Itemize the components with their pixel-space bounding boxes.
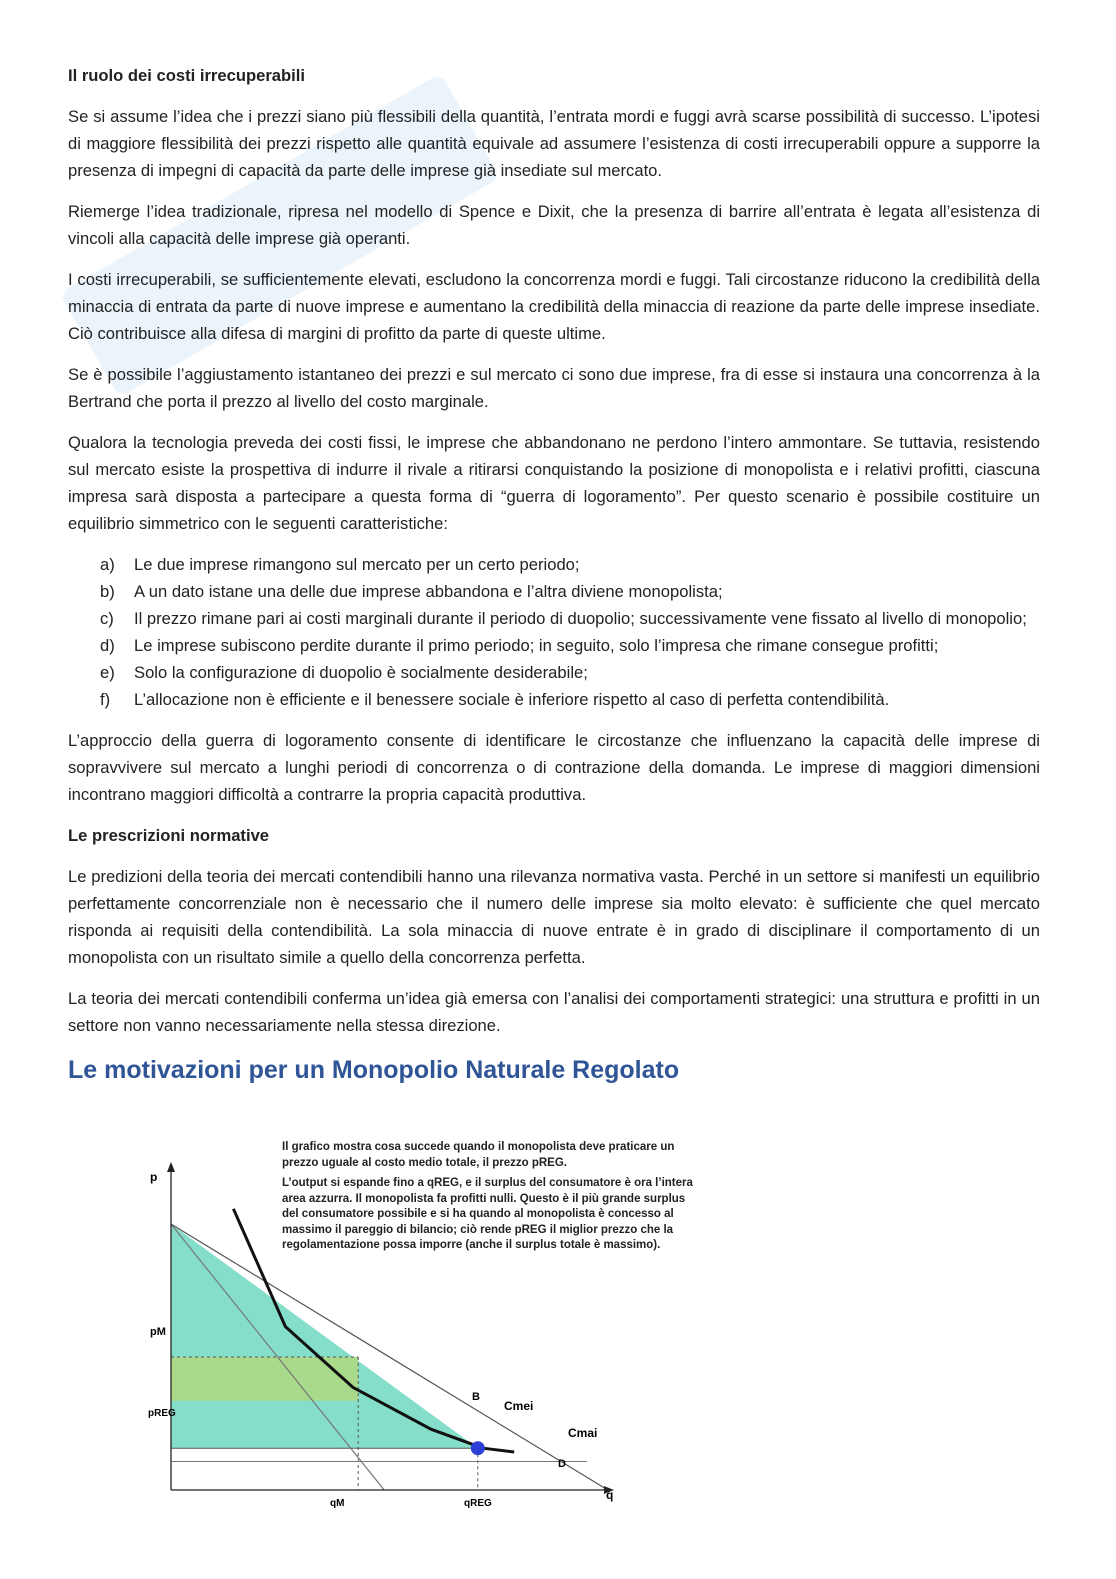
- paragraph: Se è possibile l’aggiustamento istantaneo dei prezzi e sul mercato ci sono due imprese, fra di esse si instaura una concorrenza à la Bertrand che porta il prezzo al livello del costo marginale.: [68, 365, 1040, 411]
- paragraph: La teoria dei mercati contendibili conferma un’idea già emersa con l’analisi dei comportamenti strategici: una struttura e profitti in un settore non vanno necessariamente nella stessa direzione.: [68, 989, 1040, 1035]
- paragraph: I costi irrecuperabili, se sufficientemente elevati, escludono la concorrenza mordi e fuggi. Tali circostanze riducono la credibilità della minaccia di entrata da parte di nuove imprese e aumentano la credibilità della minaccia di reazione da parte delle imprese insediate. Ciò contribuisce alla difesa di margini di profitto da parte di queste ultime.: [68, 270, 1040, 343]
- list-item: a) Le due imprese rimangono sul mercato per un certo periodo;: [100, 555, 580, 574]
- cmei-label: Cmei: [504, 1399, 534, 1413]
- section-heading-costi-irrecuperabili: Il ruolo dei costi irrecuperabili: [68, 66, 305, 85]
- tick-label-qreg: qREG: [464, 1498, 492, 1509]
- list-item: d) Le imprese subiscono perdite durante il primo periodo; in seguito, solo l’impresa che rimane consegue profitti;: [100, 636, 939, 655]
- list-item: e) Solo la configurazione di duopolio è socialmente desiderabile;: [100, 663, 588, 682]
- figure-note-2: L’output si espande fino a qREG, e il surplus del consumatore è ora l’intera area azzurra. Il monopolista fa profitti nulli. Questo è il più grande surplus del consumatore possibile e si ha quando al monopolista è concesso al massimo il pareggio di bilancio; ciò rende pREG il miglior prezzo che la regolamentazione possa imporre (anche il surplus totale è massimo).: [282, 1177, 693, 1251]
- cmai-label: Cmai: [568, 1426, 598, 1440]
- list-item: f) L’allocazione non è efficiente e il benessere sociale è inferiore rispetto al caso di perfetta contendibilità.: [100, 690, 890, 709]
- paragraph: Le predizioni della teoria dei mercati contendibili hanno una rilevanza normativa vasta. Perché in un settore si manifesti un equilibrio perfettamente concorrenziale non è necessario che il numero delle imprese sia molto elevato: è sufficiente che quel mercato risponda ai requisiti della contendibilità. La sola minaccia di nuove entrate è in grado di disciplinare il comportamento di un monopolista con un risultato simile a quello della concorrenza perfetta.: [68, 867, 1040, 967]
- list-item: b) A un dato istane una delle due imprese abbandona e l’altra diviene monopolista;: [100, 582, 723, 601]
- section-heading-prescrizioni: Le prescrizioni normative: [68, 826, 270, 845]
- figure-title: Le motivazioni per un Monopolio Naturale Regolato: [68, 1056, 680, 1084]
- characteristics-list: [68, 551, 1040, 713]
- monopoly-chart: [68, 1132, 688, 1512]
- paragraph: Riemerge l’idea tradizionale, ripresa nel modello di Spence e Dixit, che la presenza di barrire all’entrata è legata all’esistenza di vincoli alla capacità delle imprese già operanti.: [68, 202, 1040, 248]
- tick-label-qm: qM: [330, 1498, 345, 1509]
- tick-label-pm: pM: [150, 1326, 166, 1338]
- document-body: [68, 62, 1040, 1087]
- tick-label-preg: pREG: [148, 1408, 176, 1419]
- paragraph: L’approccio della guerra di logoramento consente di identificare le circostanze che influenzano la capacità delle imprese di sopravvivere sul mercato a lunghi periodi di concorrenza o di contrazione della domanda. Le imprese di maggiori dimensioni incontrano maggiori difficoltà a contrarre la propria capacità produttiva.: [68, 731, 1040, 804]
- profit-area: [171, 1357, 358, 1401]
- figure-note-1: Il grafico mostra cosa succede quando il monopolista deve praticare un prezzo uguale al costo medio totale, il prezzo pREG.: [282, 1141, 675, 1169]
- paragraph: Qualora la tecnologia preveda dei costi fissi, le imprese che abbandonano ne perdono l’intero ammontare. Se tuttavia, resistendo sul mercato esiste la prospettiva di indurre il rivale a ritirarsi conquistando la posizione di monopolista e i relativi profitti, ciascuna impresa sarà disposta a partecipare a questa forma di “guerra di logoramento”. Per questo scenario è possibile costituire un equilibrio simmetrico con le seguenti caratteristiche:: [68, 433, 1040, 533]
- demand-label: D: [558, 1458, 566, 1470]
- list-item: c) Il prezzo rimane pari ai costi marginali durante il periodo di duopolio; successivamente vene fissato al livello di monopolio;: [100, 609, 1027, 628]
- y-axis-label: p: [150, 1170, 158, 1184]
- y-axis-arrow: [167, 1162, 175, 1172]
- point-b-label: B: [472, 1391, 480, 1403]
- point-b: [471, 1441, 485, 1455]
- x-axis-label: q: [606, 1488, 614, 1502]
- paragraph: Se si assume l’idea che i prezzi siano più flessibili della quantità, l’entrata mordi e fuggi avrà scarse possibilità di successo. L’ipotesi di maggiore flessibilità dei prezzi rispetto alle quantità equivale ad assumere l’esistenza di costi irrecuperabili oppure a supporre la presenza di impegni di capacità da parte delle imprese già insediate sul mercato.: [68, 107, 1040, 180]
